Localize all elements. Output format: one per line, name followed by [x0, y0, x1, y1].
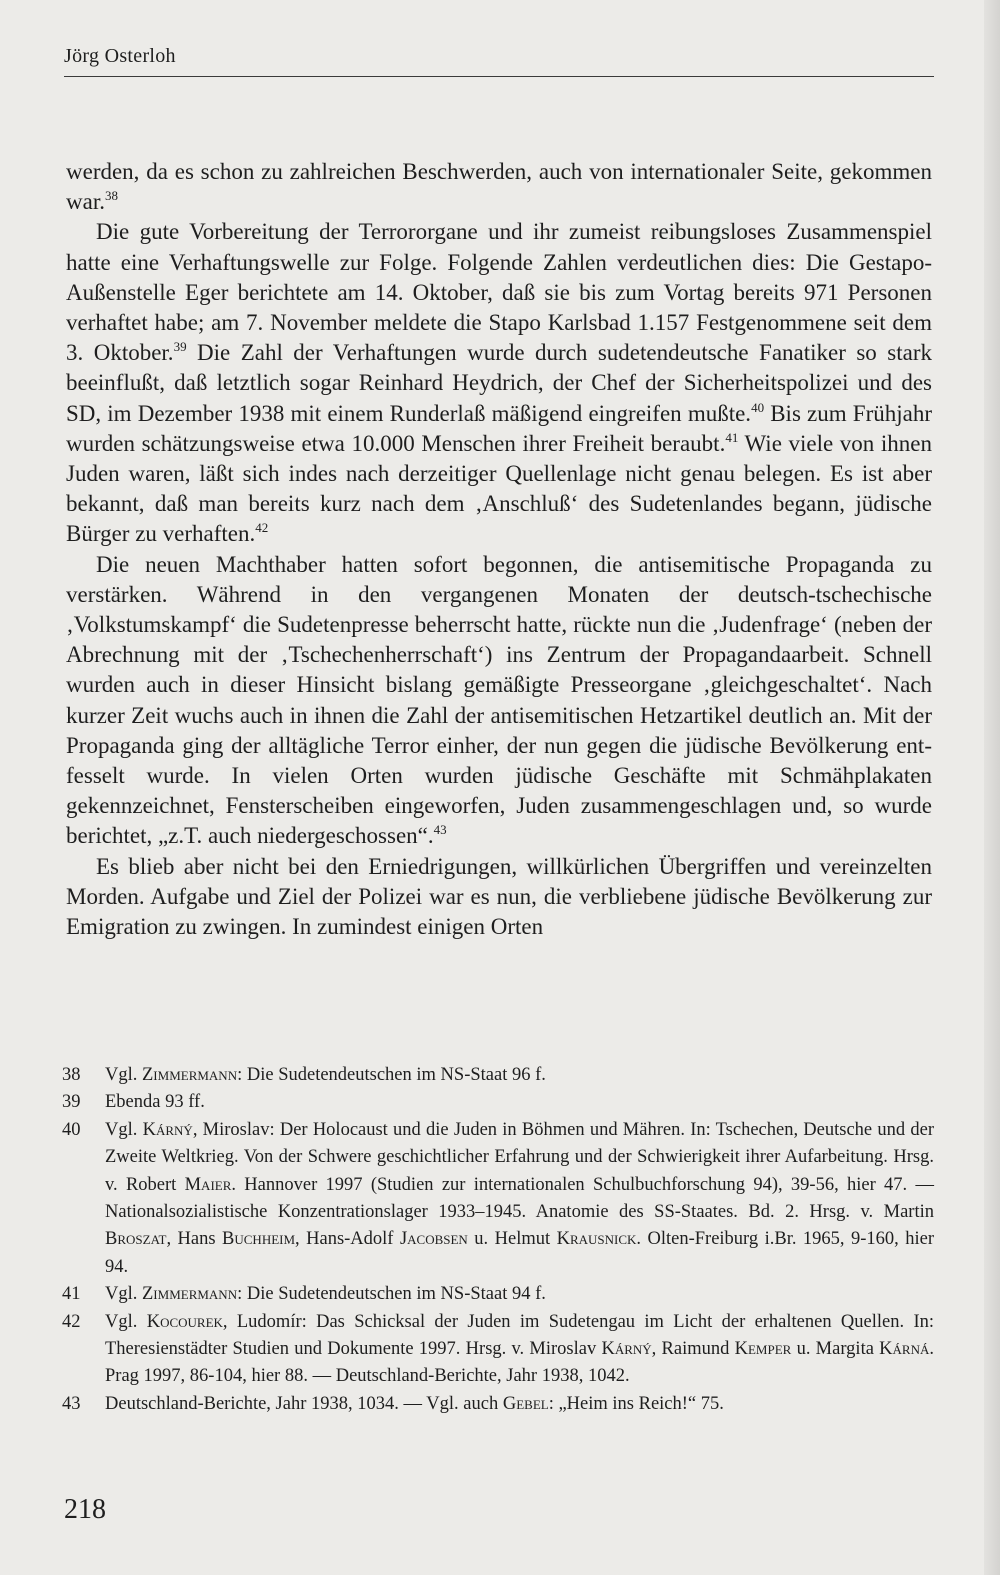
footnote-text [105, 1281, 934, 1308]
footnote-number: 41 [62, 1284, 81, 1305]
text-run: Ebenda 93 ff. [105, 1092, 205, 1113]
text-run: Die Zahl der Verhaftungen wurde durch sudetendeutsche Fanatiker so stark beeinflußt, daß letztlich sogar Reinhard Heydrich, der Chef der Sicherheitspolizei und des SD, im Dezember 1938 mit einem Runderlaß mäßigend eingreifen mußte. [66, 340, 932, 426]
paragraph [66, 852, 932, 943]
author-name: Gebel [502, 1393, 549, 1414]
text-run: : Die Sudetendeutschen im NS-Staat 96 f. [237, 1065, 546, 1085]
text-run: Vgl. [105, 1119, 143, 1140]
footnote-text [105, 1391, 934, 1418]
page-number: 218 [64, 1494, 106, 1525]
footnote-text [105, 1062, 934, 1089]
text-run: : Die Sudetendeutschen im NS-Staat 94 f. [237, 1284, 546, 1305]
footnote-ref: 42 [255, 520, 269, 536]
footnote-ref: 43 [433, 822, 447, 838]
page-header [64, 44, 934, 77]
footnotes [62, 1062, 934, 1418]
paragraph [66, 217, 932, 549]
footnote-number: 39 [62, 1092, 81, 1113]
footnote-number: 38 [62, 1065, 81, 1085]
author-name: Buchheim [222, 1229, 296, 1250]
text-run: , Hans-Adolf [295, 1229, 400, 1250]
author-name: Kemper [734, 1339, 792, 1360]
author-name: Maier [184, 1174, 232, 1195]
header-rule [64, 76, 934, 77]
footnote-text [105, 1117, 934, 1281]
author-name: Broszat [105, 1229, 167, 1250]
footnote-ref: 40 [751, 399, 765, 415]
text-run: Vgl. [105, 1065, 142, 1085]
footnote [62, 1391, 934, 1418]
text-run: u. Margita [791, 1339, 880, 1360]
author-name: Zimmermann [142, 1284, 238, 1305]
text-run: , Hans [166, 1229, 223, 1250]
main-text [66, 157, 932, 942]
footnote-text [105, 1309, 934, 1391]
text-run: , Raimund [651, 1339, 735, 1360]
text-run: u. Helmut [467, 1229, 557, 1250]
running-head: Jörg Osterloh [64, 45, 176, 67]
footnote [62, 1309, 934, 1391]
author-name: Jacobsen [399, 1229, 468, 1250]
text-run: . Olten-Freiburg i.Br. 1965, 9-160, hier 94. [105, 1229, 934, 1277]
author-name: Kárný [601, 1339, 652, 1360]
text-run: Die gute Vorbereitung der Terrororgane und ihr zumeist reibungsloses Zusammenspiel hatte eine Verhaftungswelle zur Folge. Folgende Zahlen verdeutlichen dies: Die Gestapo-Außenstelle Eger berichtete am 14. Oktober, daß sie bis zum Vortag bereits 971 Personen verhaftet habe; am 7. November meldete die Stapo Karlsbad 1.157 Festgenommene seit dem 3. Oktober. [66, 219, 932, 366]
footnote-number: 40 [62, 1119, 81, 1140]
footnote-number: 43 [62, 1393, 81, 1414]
footnote-ref: 39 [173, 339, 187, 355]
footnote [62, 1062, 934, 1089]
text-run: werden, da es schon zu zahlreichen Beschwerden, auch von internationaler Seite, gekommen war. [66, 159, 932, 215]
paragraph [66, 550, 932, 852]
author-name: Zimmermann [142, 1065, 238, 1085]
text-run: . Prag 1997, 86-104, hier 88. — Deutschland-Berichte, Jahr 1938, 1042. [105, 1339, 934, 1387]
footnote-ref: 41 [725, 429, 739, 445]
page-edge-shadow [984, 0, 1000, 1575]
author-name: Kocourek [146, 1311, 223, 1332]
text-run: Vgl. [105, 1311, 147, 1332]
text-run: Die neuen Machthaber hatten sofort begonnen, die antisemitische Propaganda zu verstärken. Während in den vergangenen Monaten der deutsch-tschechische ‚Volkstumskampf‘ die Sudetenpresse beherrscht hatte, rückte nun die ‚Judenfrage‘ (neben der Abrechnung mit der ‚Tschechenherrschaft‘) ins Zentrum der Propagandaarbeit. Schnell wurden auch in dieser Hinsicht bislang gemäßigte Presseorgane ‚gleichgeschaltet‘. Nach kurzer Zeit wuchs auch in ihnen die Zahl der antisemitischen Hetzartikel deutlich an. Mit der Propaganda ging der alltägliche Terror einher, der nun gegen die jüdische Bevölkerung entfesselt wurde. In vielen Orten wurden jüdische Geschäfte mit Schmähplakaten gekennzeichnet, Fensterscheiben eingeworfen, Juden zusammengeschlagen und, so wurde berichtet, „z.T. auch niedergeschossen“. [66, 551, 932, 849]
text-run: . Hannover 1997 (Studien zur internationalen Schulbuchforschung 94), 39-56, hier 47. — Nationalsozialistische Konzentrationslager 1933–1945. Anatomie des SS-Staates. Bd. 2. Hrsg. v. Martin [105, 1174, 934, 1223]
text-run: , Ludomír: Das Schicksal der Juden im Sudetengau im Licht der erhaltenen Quellen. In: Theresienstädter Studien und Dokumente 1997. Hrsg. v. Miroslav [105, 1311, 934, 1360]
text-run: Bis zum Frühjahr wurden schätzungsweise etwa 10.000 Menschen ihrer Freiheit beraubt. [66, 400, 932, 456]
footnote-ref: 38 [104, 188, 118, 204]
footnote [62, 1117, 934, 1281]
footnote [62, 1089, 934, 1116]
text-run: , Miroslav: Der Holocaust und die Juden in Böhmen und Mähren. In: Tschechen, Deutsche und der Zweite Weltkrieg. Von der Schwere geschichtlicher Erfahrung und der Schwierigkeit ihrer Aufarbeitung. Hrsg. v. Robert [105, 1119, 934, 1195]
footnote-number: 42 [62, 1311, 81, 1332]
author-name: Krausnick [556, 1229, 637, 1250]
footnote-text [105, 1089, 934, 1116]
footnote [62, 1281, 934, 1308]
text-run: : „Heim ins Reich!“ 75. [548, 1393, 724, 1414]
paragraph [66, 157, 932, 217]
author-name: Kárný [142, 1119, 193, 1140]
text-run: Es blieb aber nicht bei den Erniedrigungen, willkürlichen Übergriffen und vereinzelten Morden. Aufgabe und Ziel der Polizei war es nun, die verbliebene jüdische Bevölkerung zur Emigration zu zwingen. In zumindest einigen Orten [66, 853, 932, 940]
author-name: Kárná [879, 1339, 930, 1360]
text-run: Vgl. [105, 1284, 142, 1305]
text-run: Wie viele von ihnen Juden waren, läßt sich indes nach derzeitiger Quellenlage nicht genau belegen. Es ist aber bekannt, daß man bereits kurz nach dem ‚Anschluß‘ des Sudetenlandes begann, jüdische Bürger zu verhaften. [66, 430, 932, 547]
text-run: Deutschland-Berichte, Jahr 1938, 1034. — Vgl. auch [105, 1393, 503, 1414]
